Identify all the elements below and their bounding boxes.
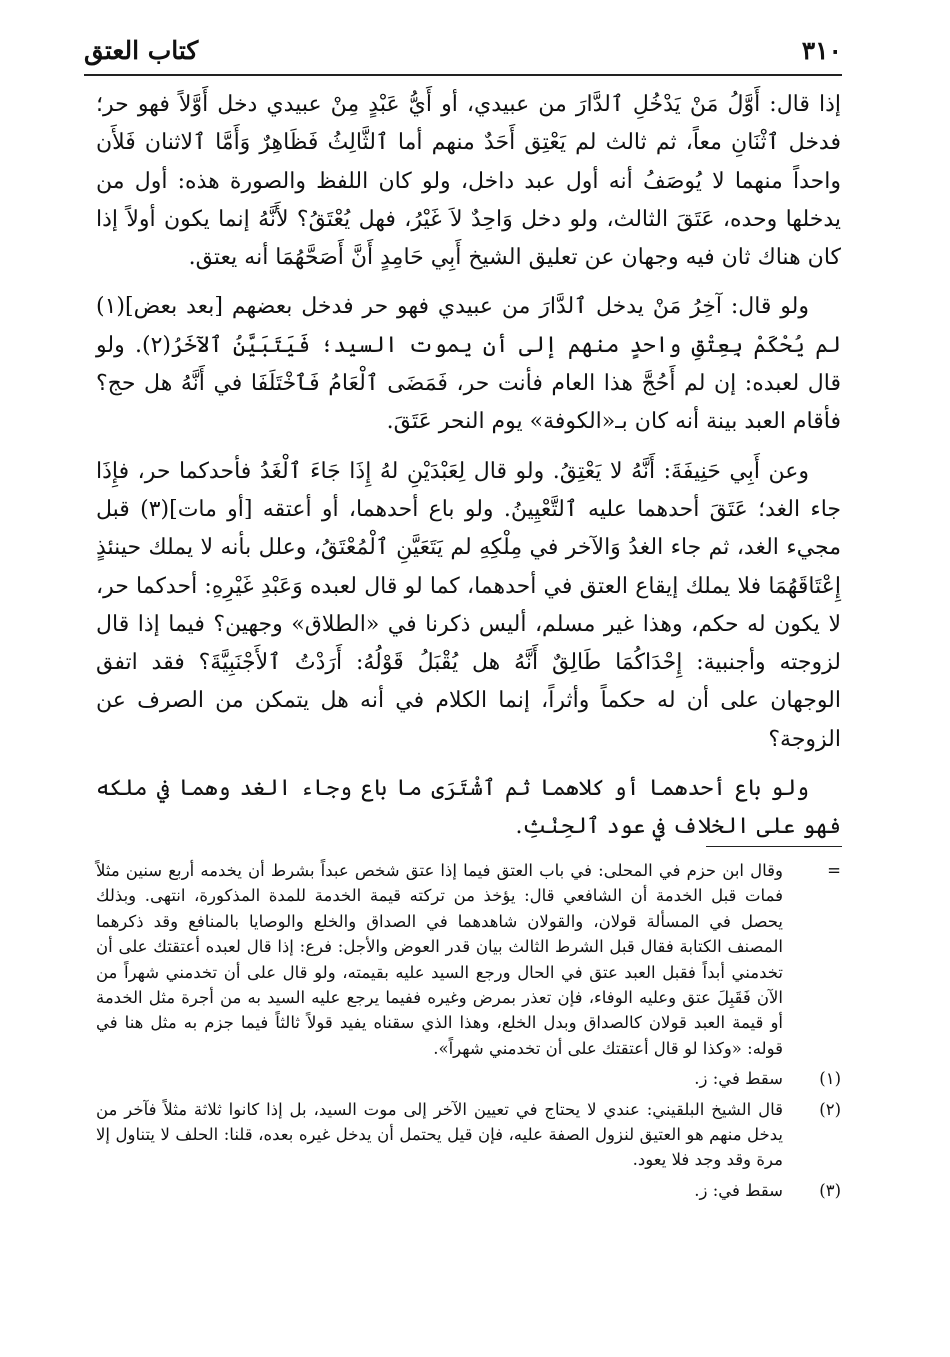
- footnote: [96, 1178, 841, 1203]
- footnote-text: سقط في: ز.: [694, 1180, 783, 1200]
- footnote: [96, 1066, 841, 1091]
- paragraph: ولو باع أحدهما أو كلاهما ثم ٱشْتَرَى ما باع وجاء الغد وهما في ملكه فهو على الخلاف في عود ٱلحِنْثِ.: [96, 776, 841, 840]
- paragraph: وعن أَبِي حَنِيفَةَ: أَنَّهُ لا يَعْتِقُ. ولو قال لِعَبْدَيْنِ لهُ إِذَا جَاءَ ٱلْغَدُ فأحدكما حر، فإِذَا جاء الغد؛ عَتَقَ أحدهما عليه ٱلتَّعْيِينُ. ولو باع أحدهما، أو أعتقه [أو مات](٣) قبل مجيء الغد، ثم جاء الغدُ وَالآخر في مِلْكِهِ لم يَتَعَيَّنِ ٱلْمُعْتَقُ، وعلل بأنه لا يملك حينئذٍ إِعْتَاقَهُمَا فلا يملك إيقاع العتق في أحدهما، كما لو قال لعبده وَعَبْدِ غَيْرِهِ: أحدكما حر، لا يكون له حكم، وهذا غير مسلم، أليس ذكرنا في «الطلاق» وجهين؟ فيما إذا قال لزوجته وأجنبية: إِحْدَاكُمَا طَالِقٌ أَنَّهُ هل يُقْبَلُ قَوْلُهُ: أَرَدْتُ ٱلأَجْنَبِيَّةَ؟ فقد اتفق الوجهان على أن له حكماً وأثراً، إنما الكلام في أنه هل يتمكن من الصرف عن الزوجة؟: [96, 458, 842, 752]
- footnote-text: وقال ابن حزم في المحلى: في باب العتق فيما إذا عتق شخص عبداً بشرط أن يخدمه أربع سنين مثلاً فمات قبل الخدمة أن الشافعي قال: يؤخذ من تركته قيمة الخدمة للمدة المذكورة، انتهى. وبذلك يحصل في المسألة قولان، والقولان شاهدهما في الصداق والخلع والوصايا بالمنافع وقد ذكرهما المصنف الكتابة فقال قبل الشرط الثالث بيان قدر العوض والأجل: فرع: إذا قال لعبده أعتقتك على أن تخدمني أبداً فقبل العبد عتق في الحال ورجع السيد عليه بقيمته، ولو قال على أن تخدمني شهراً من الآن فَقَبِلَ عتق وعليه الوفاء، فإن تعذر بمرض وغيره ففيما يرجع عليه السيد به من أجرة مثل الخدمة أو قيمة العبد قولان كالصداق وبدل الخلع، وهذا الذي سقناه يفيد قولاً ثالثاً فيما جزم به مثل هنا في قوله: «وكذا لو قال أعتقتك على أن تخدمني شهراً».: [96, 861, 783, 1058]
- footnotes: [96, 858, 841, 1208]
- footnote-text: قال الشيخ البلقيني: عندي لا يحتاج في تعيين الآخر إلى موت السيد، بل إذا كانوا ثلاثة مثلاً فآخر من يدخل منهم هو العتيق لنزول الصفة عليه، فإن قيل يحتمل أن يدخل غيره بعده، قلنا: الحلف لا يتناول إلا مرة وقد وجد فلا يعود.: [96, 1099, 783, 1170]
- paragraph: ولو قال: آخِرُ مَنْ يدخل ٱلدَّارَ من عبيدي فهو حر فدخل بعضهم [بعد بعض](١) لم يُحْكَمْ بِعِتْقِ واحدٍ منهم إلى أن يموت السيد؛ فَيَتَبَيَّنُ ٱلآخَرُ(٢). ولو قال لعبده: إن لم أَحُجَّ هذا العام فأنت حر، فَمَضَى ٱلْعَامُ فَٱخْتَلَفَا في أَنَّهُ هل حج؟ فأقام العبد بينة أنه كان بـ«الكوفة» يوم النحر عَتَقَ.: [96, 294, 842, 435]
- footnote-marker: (١): [819, 1069, 841, 1089]
- footnote-marker: (٢): [819, 1099, 841, 1119]
- footnote-text: سقط في: ز.: [694, 1069, 783, 1089]
- footnote: [96, 1097, 841, 1173]
- footnote-separator: [706, 846, 842, 847]
- page-number: ٣١٠: [801, 36, 842, 65]
- footnote-marker: (٣): [819, 1180, 841, 1200]
- footnote: [96, 858, 841, 1061]
- paragraph: إذا قال: أَوَّلُ مَنْ يَدْخُلِ ٱلدَّارَ من عبيدي، أو أَيُّ عَبْدٍ مِنْ عبيدي دخل أَوَّلاً فهو حر؛ فدخل ٱثْنَانِ معاً، ثم ثالث لم يَعْتِق أَحَدٌ منهم أما ٱلثَّالِثُ فَظَاهِرٌ وَأَمَّا ٱلاثنان فَلأَن واحداً منهما لا يُوصَفُ أنه أول عبد داخل، ولو كان اللفظ والصورة هذه: أول من يدخلها وحده، عَتَقَ الثالث، ولو دخل وَاحِدٌ لاَ غَيْرُ، فهل يُعْتَقُ؟ لأَنَّهُ إنما يكون أولاً إذا كان هناك ثان فيه وجهان عن تعليق الشيخ أَبِي حَامِدٍ أَنَّ أَصَحَّهُمَا أنه يعتق.: [96, 92, 842, 271]
- main-text: [96, 86, 841, 858]
- page-header: [84, 30, 842, 76]
- running-title: كتاب العتق: [84, 36, 199, 65]
- footnote-marker: =: [827, 861, 841, 880]
